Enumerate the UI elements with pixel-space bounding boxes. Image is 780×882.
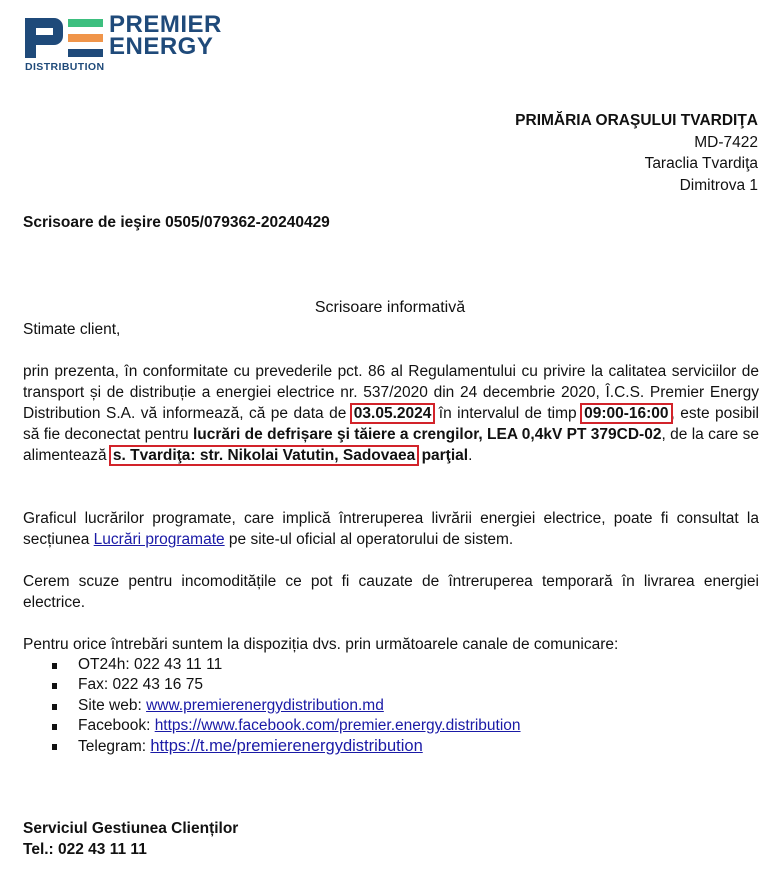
recipient-address (515, 110, 758, 196)
contact-label: Telegram: (78, 738, 151, 756)
logo-e-bars-icon (68, 19, 103, 64)
facebook-link[interactable]: https://www.facebook.com/premier.energy.distribution (154, 716, 521, 734)
notice-text: , de la care se alimentează (23, 426, 760, 464)
scheduled-works-link[interactable]: Lucrări programate (93, 531, 225, 548)
contact-item-fax (50, 675, 521, 695)
logo-p-mark (25, 18, 63, 58)
letter-reference: Scrisoare de ieşire 0505/079362-20240429 (23, 214, 330, 231)
wordmark-line-2: ENERGY (109, 33, 214, 60)
works-description: lucrări de defrișare şi tăiere a crengilor, LEA 0,4kV PT 379CD-02 (192, 426, 662, 443)
contact-item-ot24h (50, 655, 521, 675)
logo-subtitle: DISTRIBUTION (25, 61, 105, 73)
recipient-street: Dimitrova 1 (679, 176, 758, 194)
greeting: Stimate client, (23, 321, 121, 338)
contact-intro: Pentru orice întrebări suntem la dispoziția dvs. prin următoarele canale de comunicare: (23, 636, 619, 653)
contact-label: Site web: (78, 696, 147, 714)
wordmark-line-1: PREMIER (109, 11, 222, 38)
recipient-name: PRIMĂRIA ORAŞULUI TVARDIŢA (515, 112, 758, 129)
telegram-link[interactable]: https://t.me/premierenergydistribution (150, 737, 423, 756)
schedule-text: Graficul lucrărilor programate, care implică întreruperea livrării energiei electrice, poate fi consultat la secțiunea (23, 510, 759, 548)
signature-department: Serviciul Gestiunea Clienților (23, 820, 239, 837)
outage-date: 03.05.2024 (353, 405, 432, 422)
notice-text: , este posibil să fie deconectat pentru (23, 405, 759, 443)
notice-text: în intervalul de timp (433, 405, 583, 422)
letter-subject: Scrisoare informativă (314, 299, 466, 316)
contact-list (50, 655, 521, 757)
contact-label: OT24h: 022 43 11 11 (78, 656, 223, 673)
contact-label: Fax: 022 43 16 75 (78, 676, 203, 694)
affected-area: s. Tvardiţa: str. Nikolai Vatutin, Sadovaea (112, 447, 416, 464)
notice-paragraph (23, 361, 759, 466)
contact-item-website (50, 696, 521, 716)
affected-area-partial: parţial (421, 447, 469, 464)
notice-intro: prin prezenta, în conformitate cu prevederile pct. 86 al Regulamentului cu privire la calitatea serviciilor de transport și de distribuție a energiei electrice nr. 537/2020 din 24 decembrie 2020, Î.C.S. Premier Energy Distribution S.A. vă informează, că pe data de (23, 363, 759, 422)
schedule-paragraph (23, 508, 759, 550)
recipient-postal-code: MD-7422 (694, 133, 758, 151)
contact-item-facebook (50, 716, 521, 736)
recipient-locality: Taraclia Tvardiţa (644, 155, 758, 172)
website-link[interactable]: www.premierenergydistribution.md (146, 696, 384, 714)
notice-text: . (468, 447, 473, 464)
contact-item-telegram (50, 736, 521, 757)
contact-label: Facebook: (78, 716, 155, 734)
premier-energy-logo (25, 11, 265, 73)
signature (23, 818, 238, 860)
outage-time-interval: 09:00-16:00 (584, 405, 669, 422)
schedule-text: pe site-ul oficial al operatorului de sistem. (224, 531, 514, 548)
logo-wordmark (109, 11, 222, 60)
signature-phone: Tel.: 022 43 11 11 (23, 841, 147, 858)
apology-paragraph: Cerem scuze pentru incomoditățile ce pot fi cauzate de întreruperea temporară în livrarea energiei electrice. (23, 573, 759, 611)
